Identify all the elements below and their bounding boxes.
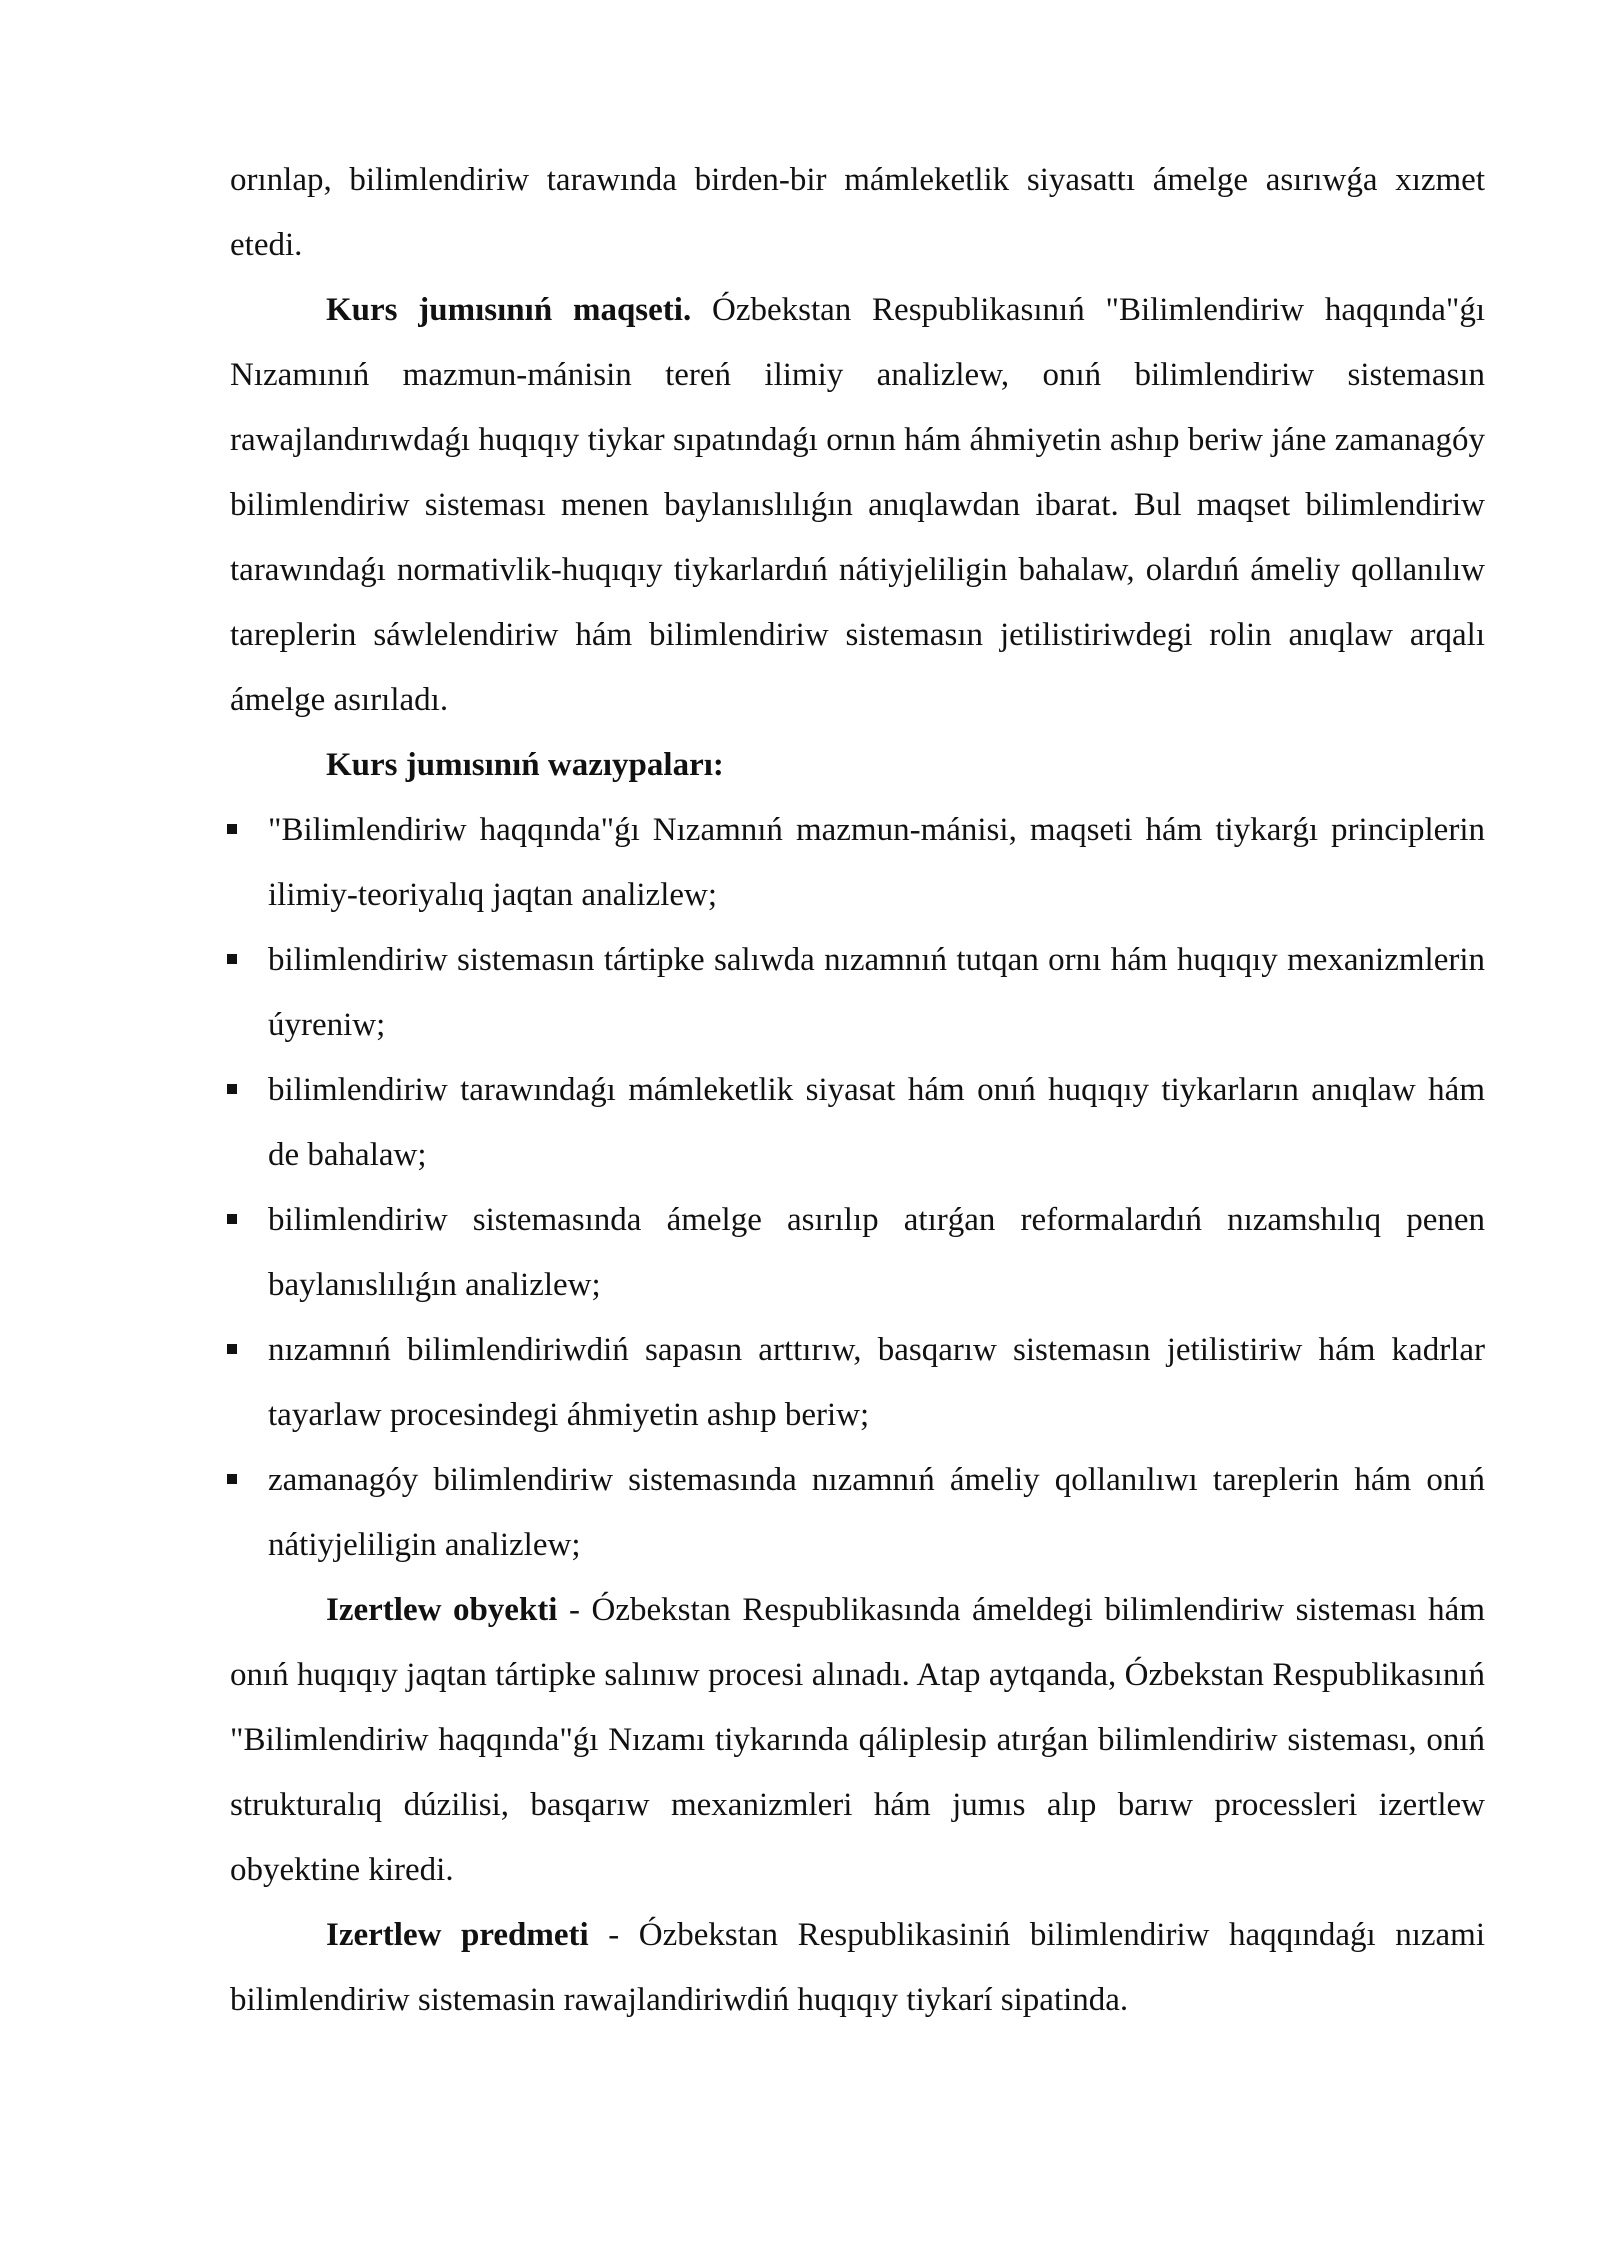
square-bullet-icon [227,1344,237,1354]
list-item-text: zamanagóy bilimlendiriw sistemasında nızamnıń ámeliy qollanılıwı tareplerin hám onıń nátiyjeliligin analizlew; [268,1462,1485,1563]
square-bullet-icon [227,1474,237,1484]
list-item [230,1188,1485,1318]
square-bullet-icon [227,1084,237,1094]
object-text: - Ózbekstan Respublikasında ámeldegi bilimlendiriw sisteması hám onıń huqıqıy jaqtan tártipke salınıw procesi alınadı. Atap aytqanda, Ózbekstan Respublikasınıń "Bilimlendiriw haqqında"ǵı Nızamı tiykarında qáliplesip atırǵan bilimlendiriw sisteması, onıń strukturalıq dúzilisi, basqarıw mexanizmleri hám jumıs alıp barıw processleri izertlew obyektine kiredi. [230,1592,1485,1888]
list-item [230,1318,1485,1448]
object-label: Izertlew obyekti [326,1592,558,1628]
square-bullet-icon [227,824,237,834]
subject-paragraph [230,1903,1485,2033]
object-paragraph [230,1578,1485,1903]
list-item-text: bilimlendiriw sistemasında ámelge asırılıp atırǵan reformalardıń nızamshılıq penen baylanıslılıǵın analizlew; [268,1202,1485,1303]
list-item-text: bilimlendiriw sistemasın tártipke salıwda nızamnıń tutqan ornı hám huqıqıy mexanizmlerin úyreniw; [268,942,1485,1043]
list-item-text: nızamnıń bilimlendiriwdiń sapasın arttırıw, basqarıw sistemasın jetilistiriw hám kadrlar tayarlaw procesindegi áhmiyetin ashıp beriw; [268,1332,1485,1433]
square-bullet-icon [227,954,237,964]
goal-paragraph [230,278,1485,733]
intro-paragraph: orınlap, bilimlendiriw tarawında birden-bir mámleketlik siyasattı ámelge asırıwǵa xızmet etedi. [230,162,1485,263]
list-item-text: "Bilimlendiriw haqqında"ǵı Nızamnıń mazmun-mánisi, maqseti hám tiykarǵı principlerin ilimiy-teoriyalıq jaqtan analizlew; [268,812,1485,913]
list-item-text: bilimlendiriw tarawındaǵı mámleketlik siyasat hám onıń huqıqıy tiykarların anıqlaw hám de bahalaw; [268,1072,1485,1173]
list-item [230,928,1485,1058]
tasks-heading: Kurs jumısınıń wazıypaları: [326,747,724,783]
tasks-list [230,798,1485,1578]
square-bullet-icon [227,1214,237,1224]
subject-text: - Ózbekstan Respublikasiniń bilimlendiriw haqqındaǵı nızami bilimlendiriw sistemasin rawajlandiriwdiń huqıqıy tiykarí sipatinda. [230,1917,1485,2018]
list-item [230,798,1485,928]
goal-label: Kurs jumısınıń maqseti. [326,292,692,328]
goal-text: Ózbekstan Respublikasınıń "Bilimlendiriw haqqında"ǵı Nızamınıń mazmun-mánisin tereń ilimiy analizlew, onıń bilimlendiriw sistemasın rawajlandırıwdaǵı huqıqıy tiykar sıpatındaǵı ornın hám áhmiyetin ashıp beriw jáne zamanagóy bilimlendiriw sisteması menen baylanıslılıǵın anıqlawdan ibarat. Bul maqset bilimlendiriw tarawındaǵı normativlik-huqıqıy tiykarlardıń nátiyjeliligin bahalaw, olardıń ámeliy qollanılıw tareplerin sáwlelendiriw hám bilimlendiriw sistemasın jetilistiriwdegi rolin anıqlaw arqalı ámelge asırıladı. [230,292,1485,718]
list-item [230,1058,1485,1188]
subject-label: Izertlew predmeti [326,1917,589,1953]
list-item [230,1448,1485,1578]
document-body [230,148,1485,2033]
